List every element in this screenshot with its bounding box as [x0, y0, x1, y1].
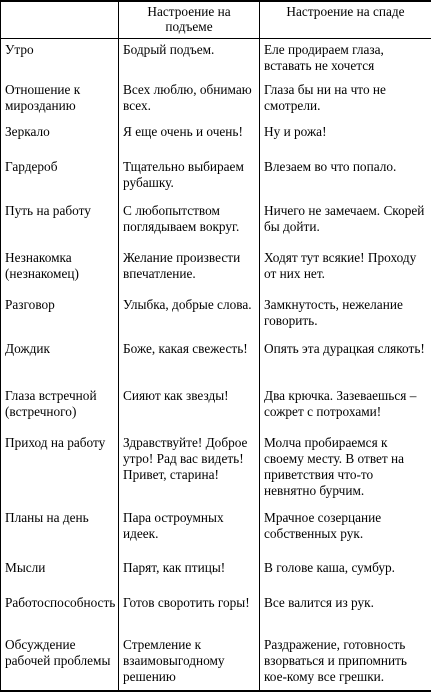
mood-down-cell: Все валится из рук.: [260, 592, 431, 634]
mood-up-cell: Боже, какая свежесть!: [119, 338, 260, 385]
topic-cell: Работоспособность: [1, 592, 119, 634]
table-row: [1, 385, 431, 432]
mood-down-cell: Еле продираем глаза, вставать не хочется: [260, 38, 431, 79]
mood-up-cell: Желание произвести впечатление.: [119, 247, 260, 294]
topic-cell: Глаза встречной (встречного): [1, 385, 119, 432]
mood-up-cell: Парят, как птицы!: [119, 557, 260, 592]
table-row: [1, 592, 431, 634]
mood-down-cell: Влезаем во что попало.: [260, 156, 431, 200]
mood-up-cell: Я еще очень и очень!: [119, 121, 260, 156]
mood-up-cell: С любопытством поглядываем вокруг.: [119, 200, 260, 247]
table-row: [1, 247, 431, 294]
topic-cell: Планы на день: [1, 507, 119, 557]
table-row: [1, 634, 431, 691]
topic-cell: Приход на работу: [1, 432, 119, 507]
table-row: [1, 38, 431, 79]
topic-cell: Мысли: [1, 557, 119, 592]
mood-down-cell: Раздражение, готовность взорваться и припомнить кое-кому все грешки.: [260, 634, 431, 691]
mood-down-cell: Ходят тут всякие! Проходу от них нет.: [260, 247, 431, 294]
table-row: [1, 557, 431, 592]
table-row: [1, 432, 431, 507]
header-mood-up: Настроение на подъеме: [119, 1, 260, 38]
mood-down-cell: В голове каша, сумбур.: [260, 557, 431, 592]
topic-cell: Зеркало: [1, 121, 119, 156]
table-header-row: [1, 1, 431, 38]
topic-cell: Путь на работу: [1, 200, 119, 247]
mood-up-cell: Стремление к взаимовыгодному решению: [119, 634, 260, 691]
mood-down-cell: Глаза бы ни на что не смотрели.: [260, 79, 431, 121]
header-mood-down: Настроение на спаде: [260, 1, 431, 38]
mood-up-cell: Готов своротить горы!: [119, 592, 260, 634]
topic-cell: Отношение к мирозданию: [1, 79, 119, 121]
table-row: [1, 338, 431, 385]
topic-cell: Гардероб: [1, 156, 119, 200]
header-topic-cell: [1, 1, 119, 38]
topic-cell: Разговор: [1, 294, 119, 338]
mood-up-cell: Тщательно выбираем рубашку.: [119, 156, 260, 200]
topic-cell: Дождик: [1, 338, 119, 385]
topic-cell: Утро: [1, 38, 119, 79]
mood-down-cell: Молча пробираемся к своему месту. В ответ на приветствия что-то невнятно бурчим.: [260, 432, 431, 507]
mood-up-cell: Сияют как звезды!: [119, 385, 260, 432]
table-row: [1, 156, 431, 200]
mood-down-cell: Два крючка. Зазеваешься – сожрет с потрохами!: [260, 385, 431, 432]
mood-up-cell: Здравствуйте! Доброе утро! Рад вас видеть! Привет, старина!: [119, 432, 260, 507]
mood-up-cell: Пара остроумных идеек.: [119, 507, 260, 557]
mood-up-cell: Бодрый подъем.: [119, 38, 260, 79]
topic-cell: Незнакомка (незнакомец): [1, 247, 119, 294]
mood-down-cell: Ну и рожа!: [260, 121, 431, 156]
mood-down-cell: Ничего не замечаем. Скорей бы дойти.: [260, 200, 431, 247]
table-row: [1, 294, 431, 338]
table-row: [1, 79, 431, 121]
table-row: [1, 507, 431, 557]
mood-down-cell: Мрачное созерцание собственных рук.: [260, 507, 431, 557]
table-row: [1, 200, 431, 247]
mood-up-cell: Всех люблю, обнимаю всех.: [119, 79, 260, 121]
table-row: [1, 121, 431, 156]
mood-up-cell: Улыбка, добрые слова.: [119, 294, 260, 338]
mood-down-cell: Опять эта дурацкая слякоть!: [260, 338, 431, 385]
mood-down-cell: Замкнутость, нежелание говорить.: [260, 294, 431, 338]
topic-cell: Обсуждение рабочей проблемы: [1, 634, 119, 691]
